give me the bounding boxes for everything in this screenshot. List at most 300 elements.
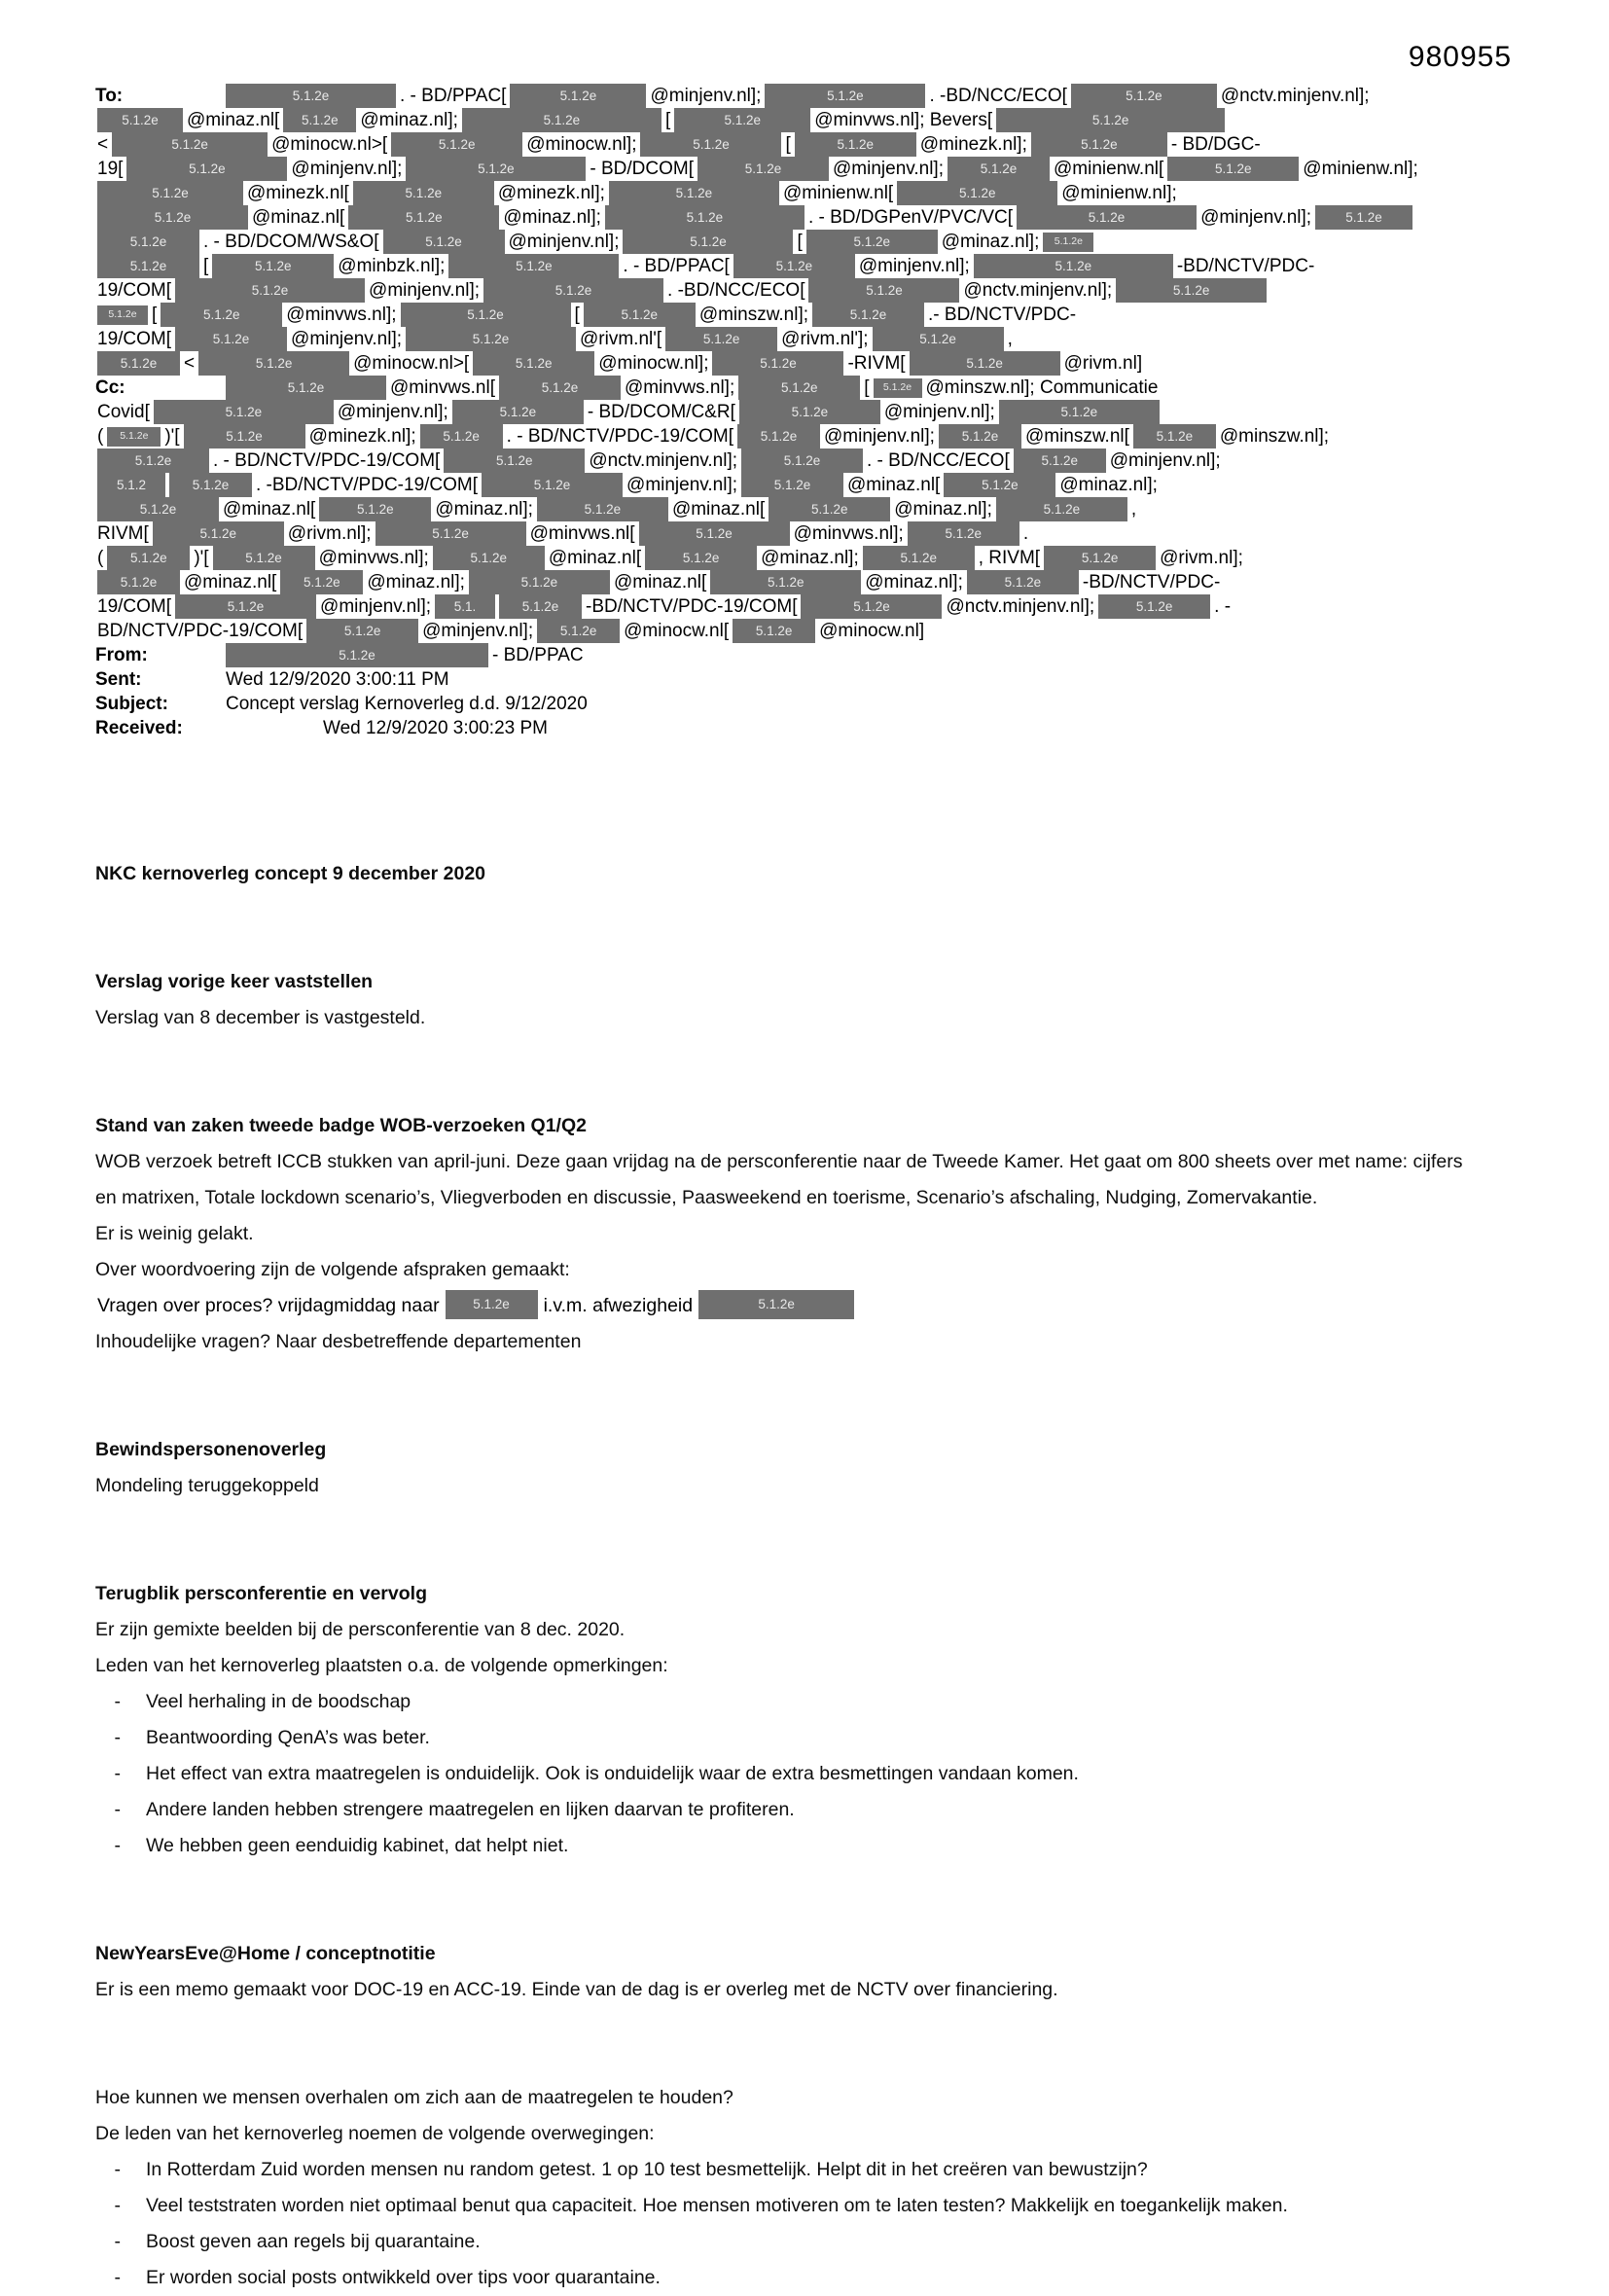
header-text-fragment: @minocw.nl>[ bbox=[353, 353, 470, 374]
redaction-box: 5.1.2e bbox=[184, 424, 305, 448]
section-heading: Verslag vorige keer vaststellen bbox=[95, 971, 374, 992]
redaction-box: 5.1.2e bbox=[153, 521, 284, 546]
redaction-box: 5.1.2e bbox=[605, 205, 804, 230]
header-text-fragment: @minjenv.nl]; bbox=[823, 426, 935, 447]
header-text-fragment: @minjenv.nl]; bbox=[1200, 207, 1312, 228]
redaction-box: 5.1.2e bbox=[609, 181, 779, 205]
header-text-fragment: @minvws.nl]; bbox=[318, 548, 429, 568]
header-text-fragment: @minaz.nl[ bbox=[548, 548, 642, 568]
header-line bbox=[95, 205, 1486, 230]
header-text-fragment: @nctv.minjenv.nl]; bbox=[589, 450, 737, 471]
header-text-fragment: 19/COM[ bbox=[97, 280, 172, 301]
header-text-fragment: @minjenv.nl]; bbox=[650, 86, 762, 106]
header-text-fragment: [ bbox=[574, 305, 580, 325]
paragraph: Over woordvoering zijn de volgende afspraken gemaakt: bbox=[95, 1259, 570, 1280]
redaction-box: 5.1.2e bbox=[733, 619, 815, 643]
redaction-box: 5.1.2e bbox=[175, 327, 287, 351]
redaction-box: 5.1.2e bbox=[97, 230, 199, 254]
redaction-box: 5.1.2e bbox=[1014, 448, 1106, 473]
paragraph: Hoe kunnen we mensen overhalen om zich aan de maatregelen te houden? bbox=[95, 2087, 733, 2108]
header-text-fragment: . - BD/NCC/ECO[ bbox=[867, 450, 1010, 471]
bullet-dash: - bbox=[114, 2159, 121, 2180]
header-line bbox=[95, 157, 1486, 181]
email-header bbox=[95, 84, 1486, 740]
header-text-fragment: @minjenv.nl]; bbox=[369, 280, 481, 301]
redaction-box: 5.1.2e bbox=[473, 351, 594, 376]
header-line bbox=[95, 181, 1486, 205]
field-label: Cc: bbox=[95, 377, 125, 398]
section-heading: NewYearsEve@Home / conceptnotitie bbox=[95, 1943, 436, 1964]
bullet-item bbox=[95, 1756, 1477, 1792]
header-text-fragment: @nctv.minjenv.nl]; bbox=[1220, 86, 1370, 106]
redaction-box: 5.1.2e bbox=[738, 376, 860, 400]
redaction-box: 5.1.2e bbox=[974, 254, 1173, 278]
header-line bbox=[95, 570, 1486, 594]
redaction-box: 5.1. bbox=[435, 594, 495, 619]
header-text-fragment: )'[ bbox=[194, 548, 209, 568]
redaction-box: 5.1.2e bbox=[939, 424, 1021, 448]
header-line bbox=[95, 594, 1486, 619]
header-text-fragment: . -BD/NCC/ECO[ bbox=[929, 86, 1067, 106]
redaction-box: 5.1.2e bbox=[697, 157, 829, 181]
paragraph: Leden van het kernoverleg plaatsten o.a. de volgende opmerkingen: bbox=[95, 1655, 668, 1676]
header-line bbox=[95, 643, 1486, 667]
redaction-box: 5.1.2e bbox=[910, 351, 1060, 376]
field-label: To: bbox=[95, 86, 124, 106]
redaction-box: 5.1.2e bbox=[537, 497, 668, 521]
header-text-fragment: @minezk.nl]; bbox=[497, 183, 605, 203]
header-text-fragment: @minszw.nl]; Communicatie bbox=[925, 377, 1159, 398]
header-text-fragment: @minjenv.nl]; bbox=[626, 475, 738, 495]
header-text-fragment: . bbox=[1022, 523, 1029, 544]
bullet-text: Boost geven aan regels bij quarantaine. bbox=[146, 2231, 481, 2252]
bullet-item bbox=[95, 2224, 1477, 2260]
redaction-box: 5.1.2e bbox=[391, 132, 522, 157]
body-text-fragment: Vragen over proces? vrijdagmiddag naar bbox=[97, 1295, 440, 1316]
redaction-box: 5.1.2e bbox=[741, 473, 843, 497]
redaction-box: 5.1.2e bbox=[999, 400, 1160, 424]
redaction-box: 5.1.2e bbox=[375, 521, 526, 546]
header-text-fragment: Concept verslag Kernoverleg d.d. 9/12/2020 bbox=[226, 694, 588, 714]
redaction-box: 5.1.2e bbox=[665, 327, 777, 351]
bullet-text: Het effect van extra maatregelen is onduidelijk. Ook is onduidelijk waar de extra besmettingen vandaan komen. bbox=[146, 1763, 1079, 1784]
redaction-box: 5.1.2e bbox=[733, 254, 855, 278]
header-text-fragment: . - BD/PPAC[ bbox=[623, 256, 730, 276]
header-text-fragment: -BD/NCTV/PDC- bbox=[1082, 572, 1221, 592]
redaction-box: 5.1.2e bbox=[226, 643, 488, 667]
redaction-box: 5.1.2e bbox=[737, 424, 820, 448]
redaction-box: 5.1.2e bbox=[712, 351, 843, 376]
paragraph: Er zijn gemixte beelden bij de persconferentie van 8 dec. 2020. bbox=[95, 1619, 626, 1640]
header-text-fragment: @minjenv.nl]; bbox=[858, 256, 970, 276]
redaction-box: 5.1.2e bbox=[462, 108, 661, 132]
redaction-box: 5.1.2e bbox=[710, 570, 861, 594]
redaction-box: 5.1.2e bbox=[944, 473, 1055, 497]
redaction-box: 5.1.2e bbox=[499, 594, 582, 619]
header-text-fragment: @minaz.nl]; bbox=[1059, 475, 1158, 495]
header-text-fragment: , RIVM[ bbox=[978, 548, 1041, 568]
redaction-box: 5.1.2e bbox=[623, 230, 793, 254]
header-text-fragment: 19/COM[ bbox=[97, 596, 172, 617]
header-text-fragment: @rivm.nl]; bbox=[287, 523, 372, 544]
header-text-fragment: . - BD/DGPenV/PVC/VC[ bbox=[807, 207, 1014, 228]
header-text-fragment: @minszw.nl]; bbox=[1219, 426, 1330, 447]
header-text-fragment: . - BD/DCOM/WS&O[ bbox=[203, 232, 379, 252]
bullet-text: Veel teststraten worden niet optimaal benut qua capaciteit. Hoe mensen motiveren om te laten testen? Makkelijk en toegankelijk maken. bbox=[146, 2195, 1288, 2216]
redaction-box: 5.1.2e bbox=[510, 84, 646, 108]
header-text-fragment: @minaz.nl]; bbox=[360, 110, 458, 130]
header-text-fragment: BD/NCTV/PDC-19/COM[ bbox=[97, 621, 304, 641]
header-text-fragment: @minezk.nl]; bbox=[919, 134, 1027, 155]
section-gap bbox=[95, 892, 1477, 964]
section-gap bbox=[95, 1864, 1477, 1936]
bullet-item bbox=[95, 2152, 1477, 2188]
header-text-fragment: @minjenv.nl]; bbox=[508, 232, 620, 252]
header-text-fragment: @minaz.nl[ bbox=[187, 110, 280, 130]
section-heading: Stand van zaken tweede badge WOB-verzoeken Q1/Q2 bbox=[95, 1115, 587, 1136]
redaction-box: 5.1.2e bbox=[283, 108, 356, 132]
bullet-text: Veel herhaling in de boodschap bbox=[146, 1691, 411, 1712]
header-text-fragment: @nctv.minjenv.nl]; bbox=[963, 280, 1113, 301]
redaction-box: 5.1.2e bbox=[433, 546, 545, 570]
redaction-box: 5.1.2e bbox=[483, 278, 663, 303]
redaction-box: 5.1.2e bbox=[280, 570, 363, 594]
header-text-fragment: -BD/NCTV/PDC-19/COM[ bbox=[586, 596, 798, 617]
header-text-fragment: @minjenv.nl]; bbox=[883, 402, 995, 422]
bullet-dash: - bbox=[114, 1835, 121, 1856]
redaction-box: 5.1.2e bbox=[107, 427, 161, 447]
header-line bbox=[95, 619, 1486, 643]
redaction-box: 5.1.2e bbox=[97, 448, 209, 473]
redaction-box: 5.1.2e bbox=[996, 108, 1225, 132]
section-gap bbox=[95, 1504, 1477, 1576]
redaction-box: 5.1.2e bbox=[863, 546, 975, 570]
field-label: From: bbox=[95, 645, 148, 665]
redaction-box: 5.1.2e bbox=[1071, 84, 1217, 108]
header-line bbox=[95, 327, 1486, 351]
redaction-box: 5.1.2e bbox=[444, 448, 585, 473]
redaction-box: 5.1.2e bbox=[482, 473, 623, 497]
redaction-box: 5.1.2e bbox=[1017, 205, 1197, 230]
header-text-fragment: @rivm.nl]; bbox=[1160, 548, 1243, 568]
redaction-box: 5.1.2e bbox=[1098, 594, 1210, 619]
header-text-fragment: [ bbox=[864, 377, 870, 398]
header-line bbox=[95, 546, 1486, 570]
header-line bbox=[95, 376, 1486, 400]
redaction-box: 5.1.2e bbox=[97, 351, 180, 376]
header-line bbox=[95, 692, 1486, 716]
redaction-box: 5.1.2e bbox=[452, 400, 584, 424]
redaction-box: 5.1.2e bbox=[584, 303, 696, 327]
redaction-box: 5.1.2e bbox=[169, 473, 252, 497]
bullet-dash: - bbox=[114, 1799, 121, 1820]
header-text-fragment: @minaz.nl[ bbox=[671, 499, 766, 520]
redaction-box: 5.1.2e bbox=[1133, 424, 1216, 448]
header-text-fragment: @minaz.nl[ bbox=[847, 475, 941, 495]
section-gap bbox=[95, 1036, 1477, 1108]
header-text-fragment: @minaz.nl]; bbox=[894, 499, 992, 520]
header-text-fragment: -RIVM[ bbox=[847, 353, 906, 374]
redaction-box: 5.1.2e bbox=[175, 594, 316, 619]
section-gap bbox=[95, 2008, 1477, 2080]
header-line bbox=[95, 448, 1486, 473]
header-text-fragment: @minjenv.nl]; bbox=[291, 329, 403, 349]
bullet-item bbox=[95, 1828, 1477, 1864]
header-text-fragment: [ bbox=[785, 134, 791, 155]
header-text-fragment: @minjenv.nl]; bbox=[1109, 450, 1221, 471]
redaction-box: 5.1.2e bbox=[806, 230, 938, 254]
bullet-text: Er worden social posts ontwikkeld over tips voor quarantaine. bbox=[146, 2267, 661, 2288]
bullet-text: We hebben geen eenduidig kabinet, dat helpt niet. bbox=[146, 1835, 569, 1856]
header-text-fragment: [ bbox=[664, 110, 671, 130]
header-text-fragment: @minjenv.nl]; bbox=[291, 159, 403, 179]
header-line bbox=[95, 667, 1486, 692]
header-text-fragment: @minjenv.nl]; bbox=[337, 402, 448, 422]
redaction-box: 5.1.2e bbox=[639, 521, 790, 546]
redaction-box: 5.1.2e bbox=[446, 1290, 538, 1319]
header-text-fragment: @rivm.nl']; bbox=[781, 329, 869, 349]
redaction-box: 5.1.2e bbox=[812, 303, 924, 327]
header-line bbox=[95, 108, 1486, 132]
bullet-item bbox=[95, 1792, 1477, 1828]
redaction-box: 5.1.2e bbox=[226, 376, 386, 400]
header-text-fragment: . -BD/NCC/ECO[ bbox=[667, 280, 805, 301]
header-text-fragment: @minaz.nl]; bbox=[435, 499, 533, 520]
header-text-fragment: - BD/DCOM/C&R[ bbox=[587, 402, 735, 422]
redaction-box: 5.1.2 bbox=[97, 473, 165, 497]
header-text-fragment: . - BD/NCTV/PDC-19/COM[ bbox=[213, 450, 441, 471]
redaction-box: 5.1.2e bbox=[97, 181, 243, 205]
redaction-box: 5.1.2e bbox=[873, 327, 1004, 351]
header-text-fragment: @minszw.nl]; bbox=[698, 305, 809, 325]
redaction-box: 5.1.2e bbox=[353, 181, 494, 205]
redaction-box: 5.1.2e bbox=[97, 205, 248, 230]
header-text-fragment: - BD/DCOM[ bbox=[590, 159, 695, 179]
header-text-fragment: @rivm.nl'[ bbox=[580, 329, 662, 349]
redaction-box: 5.1.2e bbox=[741, 448, 863, 473]
header-text-fragment: - BD/PPAC bbox=[492, 645, 584, 665]
header-text-fragment: RIVM[ bbox=[97, 523, 149, 544]
bullet-text: Beantwoording QenA’s was beter. bbox=[146, 1727, 430, 1748]
section-gap bbox=[95, 1360, 1477, 1432]
header-line bbox=[95, 230, 1486, 254]
bullet-item bbox=[95, 1720, 1477, 1756]
bullet-text: Andere landen hebben strengere maatregelen en lijken daarvan te profiteren. bbox=[146, 1799, 795, 1820]
header-text-fragment: @minocw.nl>[ bbox=[271, 134, 388, 155]
header-text-fragment: @minvws.nl[ bbox=[390, 377, 495, 398]
redaction-box: 5.1.2e bbox=[469, 570, 610, 594]
redaction-box: 5.1.2e bbox=[1044, 546, 1156, 570]
redaction-box: 5.1.2e bbox=[948, 157, 1050, 181]
header-text-fragment: @minaz.nl]; bbox=[761, 548, 859, 568]
redaction-box: 5.1.2e bbox=[499, 376, 621, 400]
page-number: 980955 bbox=[1408, 41, 1512, 73]
redaction-box: 5.1.2e bbox=[448, 254, 619, 278]
header-text-fragment: @minaz.nl[ bbox=[184, 572, 277, 592]
header-text-fragment: @minienw.nl]; bbox=[1061, 183, 1177, 203]
redaction-box: 5.1.2e bbox=[1116, 278, 1267, 303]
header-text-fragment: . -BD/NCTV/PDC-19/COM[ bbox=[256, 475, 479, 495]
header-line bbox=[95, 132, 1486, 157]
header-line bbox=[95, 473, 1486, 497]
redaction-box: 5.1.2e bbox=[996, 497, 1127, 521]
header-text-fragment: @rivm.nl] bbox=[1063, 353, 1143, 374]
header-text-fragment: @minienw.nl[ bbox=[1054, 159, 1164, 179]
redaction-box: 5.1.2e bbox=[698, 1290, 854, 1319]
redaction-box: 5.1.2e bbox=[967, 570, 1079, 594]
header-text-fragment: - BD/DGC- bbox=[1170, 134, 1261, 155]
redaction-box: 5.1.2e bbox=[406, 157, 586, 181]
header-line bbox=[95, 278, 1486, 303]
header-line bbox=[95, 351, 1486, 376]
redaction-box: 5.1.2e bbox=[97, 497, 219, 521]
redaction-box: 5.1.2e bbox=[226, 84, 396, 108]
redaction-box: 5.1.2e bbox=[808, 278, 959, 303]
redaction-box: 5.1.2e bbox=[212, 254, 334, 278]
header-line bbox=[95, 84, 1486, 108]
field-label: Sent: bbox=[95, 669, 142, 690]
redaction-box: 5.1.2e bbox=[97, 254, 199, 278]
header-text-fragment: 19/COM[ bbox=[97, 329, 172, 349]
bullet-item bbox=[95, 1684, 1477, 1720]
header-spacer bbox=[224, 728, 321, 729]
header-text-fragment: @minaz.nl]; bbox=[503, 207, 601, 228]
header-text-fragment: @minocw.nl] bbox=[819, 621, 925, 641]
header-text-fragment: @minjenv.nl]; bbox=[320, 596, 432, 617]
redaction-box: 5.1.2e bbox=[769, 497, 890, 521]
header-text-fragment: @minaz.nl[ bbox=[613, 572, 707, 592]
header-text-fragment: [ bbox=[203, 256, 209, 276]
header-text-fragment: -BD/NCTV/PDC- bbox=[1176, 256, 1315, 276]
header-line bbox=[95, 254, 1486, 278]
header-text-fragment: @minienw.nl[ bbox=[782, 183, 894, 203]
header-line bbox=[95, 716, 1486, 740]
header-text-fragment: @minocw.nl]; bbox=[598, 353, 709, 374]
redaction-box: 5.1.2e bbox=[154, 400, 334, 424]
header-text-fragment: @minvws.nl]; bbox=[793, 523, 904, 544]
header-text-fragment: . - BD/NCTV/PDC-19/COM[ bbox=[506, 426, 733, 447]
bullet-dash: - bbox=[114, 1727, 121, 1748]
field-label: Subject: bbox=[95, 694, 168, 714]
bullet-text: In Rotterdam Zuid worden mensen nu random getest. 1 op 10 test besmettelijk. Helpt dit in het creëren van bewustzijn? bbox=[146, 2159, 1148, 2180]
header-text-fragment: , bbox=[1007, 329, 1013, 349]
header-text-fragment: Wed 12/9/2020 3:00:11 PM bbox=[226, 669, 449, 690]
redaction-box: 5.1.2e bbox=[97, 108, 183, 132]
redaction-box: 5.1.2e bbox=[175, 278, 365, 303]
header-line bbox=[95, 400, 1486, 424]
redaction-box: 5.1.2e bbox=[198, 351, 349, 376]
header-text-fragment: ( bbox=[97, 426, 104, 447]
redaction-box: 5.1.2e bbox=[1031, 132, 1167, 157]
redaction-box: 5.1.2e bbox=[420, 424, 503, 448]
header-text-fragment: @minjenv.nl]; bbox=[833, 159, 944, 179]
bullet-dash: - bbox=[114, 2267, 121, 2288]
header-line bbox=[95, 521, 1486, 546]
redaction-box: 5.1.2e bbox=[97, 570, 180, 594]
header-text-fragment: @minocw.nl]; bbox=[526, 134, 637, 155]
header-text-fragment: < bbox=[184, 353, 196, 374]
header-text-fragment: 19[ bbox=[97, 159, 124, 179]
paragraph: Er is weinig gelakt. bbox=[95, 1223, 254, 1244]
header-text-fragment: @minocw.nl[ bbox=[624, 621, 730, 641]
redaction-box: 5.1.2e bbox=[406, 327, 576, 351]
paragraph: Er is een memo gemaakt voor DOC-19 en ACC-19. Einde van de dag is er overleg met de NCTV over financiering. bbox=[95, 1979, 1058, 2000]
header-text-fragment: @minienw.nl]; bbox=[1303, 159, 1418, 179]
redaction-box: 5.1.2e bbox=[401, 303, 571, 327]
header-text-fragment: Wed 12/9/2020 3:00:23 PM bbox=[323, 718, 548, 738]
header-text-fragment: @minaz.nl[ bbox=[252, 207, 345, 228]
redaction-box: 5.1.2e bbox=[1043, 233, 1093, 252]
header-text-fragment: @minvws.nl[ bbox=[529, 523, 635, 544]
header-text-fragment: . - BD/PPAC[ bbox=[400, 86, 507, 106]
redaction-box: 5.1.2e bbox=[319, 497, 431, 521]
header-text-fragment: @minaz.nl]; bbox=[367, 572, 465, 592]
header-text-fragment: , bbox=[1130, 499, 1137, 520]
bullet-item bbox=[95, 2188, 1477, 2224]
redaction-box: 5.1.2e bbox=[897, 181, 1057, 205]
header-text-fragment: @minvws.nl]; Bevers[ bbox=[814, 110, 993, 130]
redaction-box: 5.1.2e bbox=[645, 546, 757, 570]
bullet-dash: - bbox=[114, 2195, 121, 2216]
field-label: Received: bbox=[95, 718, 183, 738]
paragraph: Mondeling teruggekoppeld bbox=[95, 1475, 319, 1496]
header-text-fragment: < bbox=[97, 134, 109, 155]
paragraph: De leden van het kernoverleg noemen de volgende overwegingen: bbox=[95, 2123, 655, 2144]
redaction-box: 5.1.2e bbox=[306, 619, 418, 643]
header-text-fragment: @minszw.nl[ bbox=[1024, 426, 1129, 447]
paragraph: Verslag van 8 december is vastgesteld. bbox=[95, 1007, 426, 1028]
header-text-fragment: @minvws.nl]; bbox=[624, 377, 735, 398]
redaction-box: 5.1.2e bbox=[908, 521, 1019, 546]
header-text-fragment: . - bbox=[1214, 596, 1232, 617]
header-text-fragment: @minvws.nl]; bbox=[286, 305, 397, 325]
redaction-box: 5.1.2e bbox=[1167, 157, 1299, 181]
section-heading: Terugblik persconferentie en vervolg bbox=[95, 1583, 427, 1604]
bullet-item bbox=[95, 2260, 1477, 2296]
redaction-box: 5.1.2e bbox=[1315, 205, 1412, 230]
bullet-dash: - bbox=[114, 1691, 121, 1712]
redaction-box: 5.1.2e bbox=[765, 84, 925, 108]
header-line bbox=[95, 497, 1486, 521]
bullet-list bbox=[95, 1684, 1477, 1864]
body-text-fragment: i.v.m. afwezigheid bbox=[543, 1295, 694, 1316]
section-heading: NKC kernoverleg concept 9 december 2020 bbox=[95, 863, 486, 884]
header-text-fragment: )'[ bbox=[164, 426, 180, 447]
redaction-box: 5.1.2e bbox=[795, 132, 916, 157]
header-line bbox=[95, 303, 1486, 327]
header-text-fragment: @minaz.nl[ bbox=[223, 499, 316, 520]
redaction-box: 5.1.2e bbox=[126, 157, 287, 181]
header-text-fragment: @minjenv.nl]; bbox=[422, 621, 534, 641]
header-text-fragment: @minaz.nl]; bbox=[865, 572, 963, 592]
header-text-fragment: Covid[ bbox=[97, 402, 150, 422]
redaction-box: 5.1.2e bbox=[801, 594, 942, 619]
header-text-fragment: @minezk.nl[ bbox=[247, 183, 349, 203]
header-text-fragment: ( bbox=[97, 548, 104, 568]
redaction-box: 5.1.2e bbox=[97, 305, 148, 325]
redaction-box: 5.1.2e bbox=[161, 303, 282, 327]
bullet-dash: - bbox=[114, 1763, 121, 1784]
header-text-fragment: @minezk.nl]; bbox=[308, 426, 416, 447]
redaction-box: 5.1.2e bbox=[348, 205, 499, 230]
header-text-fragment: [ bbox=[797, 232, 803, 252]
redaction-box: 5.1.2e bbox=[739, 400, 880, 424]
header-text-fragment: .- BD/NCTV/PDC- bbox=[928, 305, 1077, 325]
redaction-box: 5.1.2e bbox=[640, 132, 781, 157]
redaction-box: 5.1.2e bbox=[537, 619, 620, 643]
paragraph-redacted bbox=[95, 1288, 1477, 1324]
redaction-box: 5.1.2e bbox=[383, 230, 505, 254]
